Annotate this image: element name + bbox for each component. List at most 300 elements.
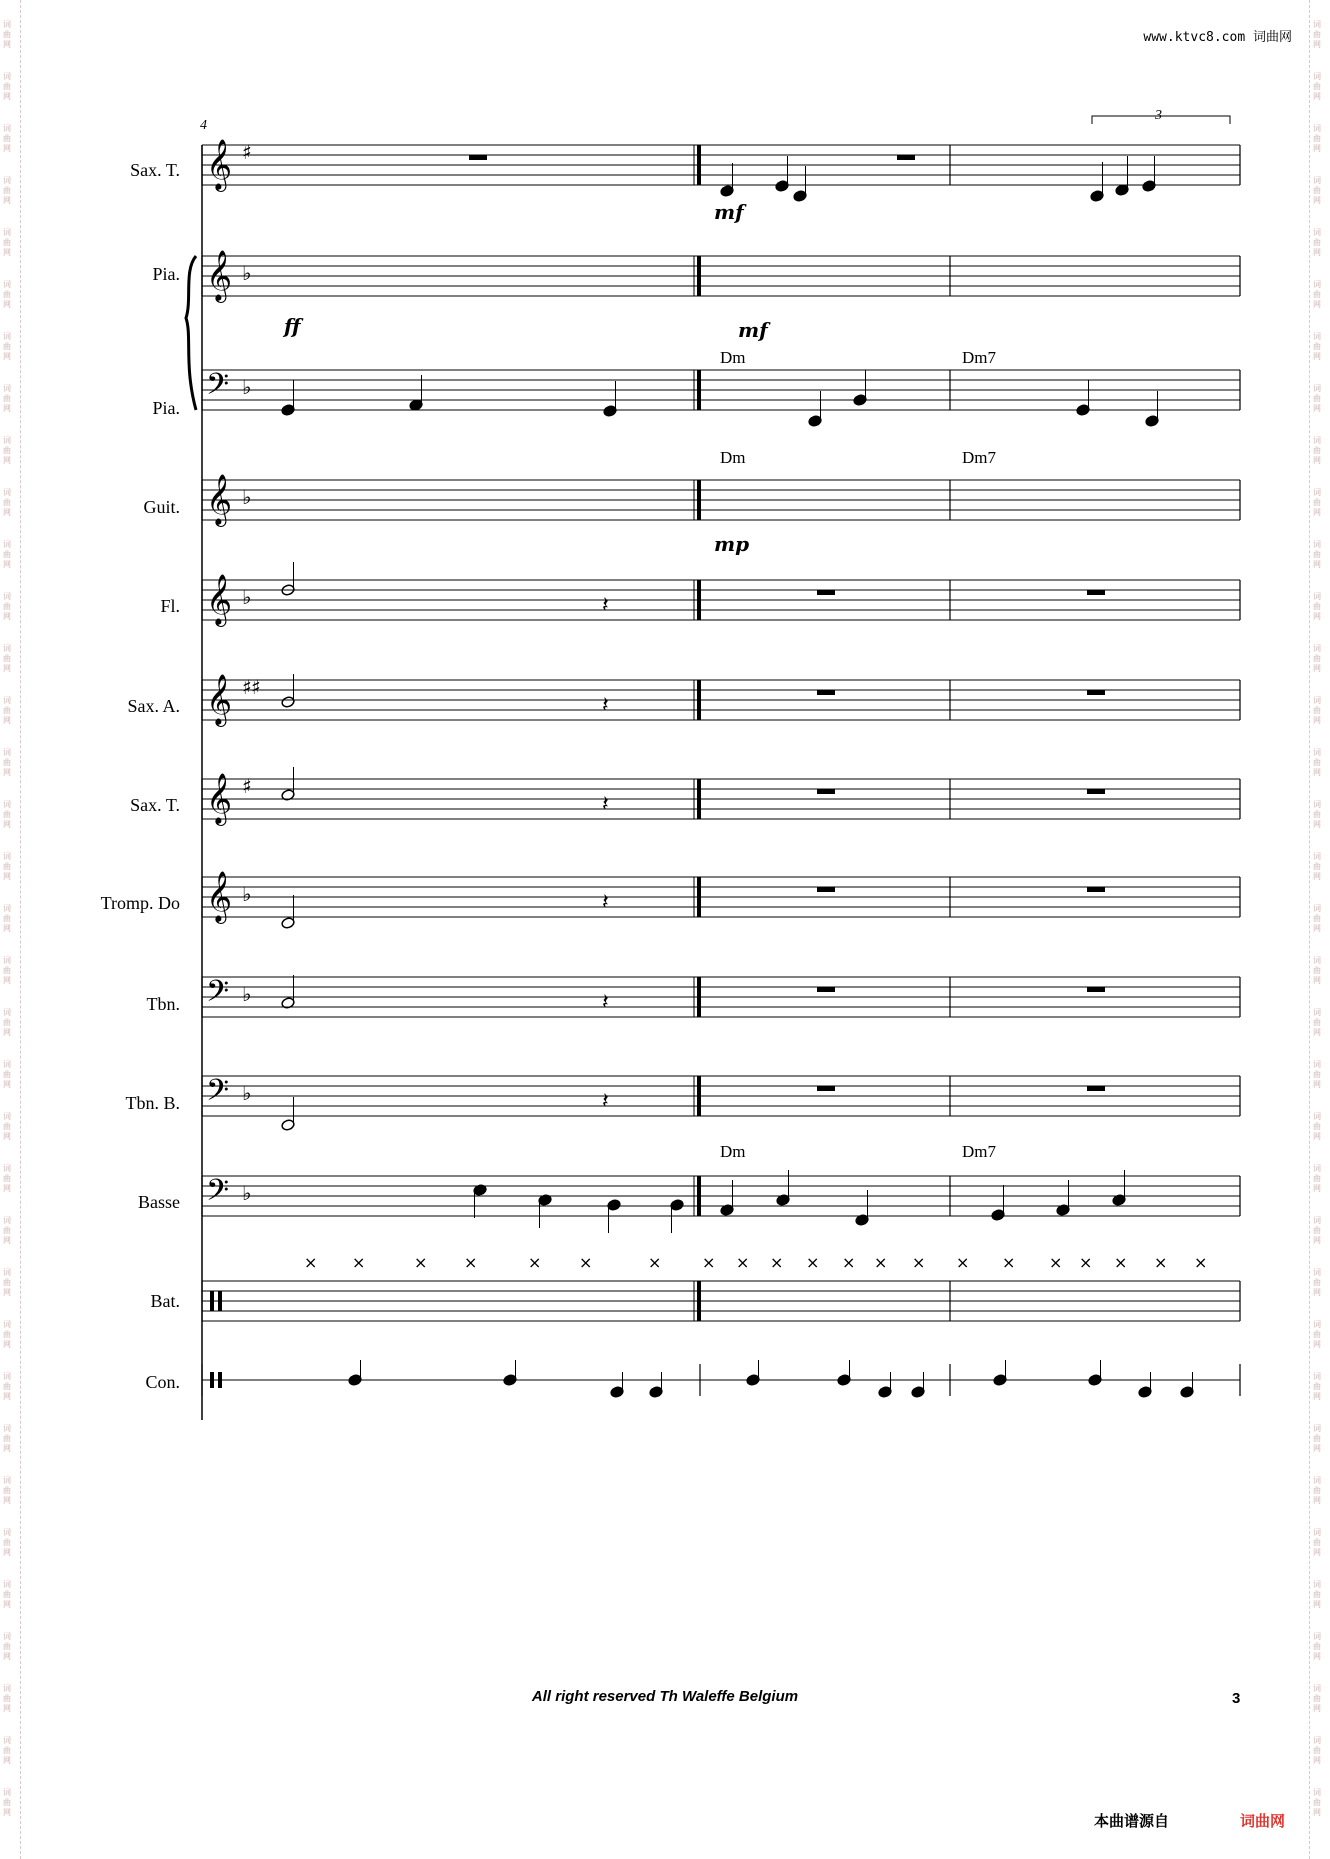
watermark-char: 曲 [3, 654, 11, 663]
watermark-char: 网 [1313, 1028, 1321, 1037]
watermark-char: 曲 [3, 186, 11, 195]
watermark-char: 词 [1313, 1788, 1321, 1797]
watermark-char: 曲 [1313, 1798, 1321, 1807]
watermark-char: 词 [3, 540, 11, 549]
watermark-char: 词 [3, 176, 11, 185]
watermark-char: 网 [1313, 1808, 1321, 1817]
watermark-char: 曲 [3, 1070, 11, 1079]
watermark-char: 网 [3, 1444, 11, 1453]
watermark-char: 曲 [3, 550, 11, 559]
label-sax-tenor-2: Sax. T. [130, 795, 180, 815]
watermark-char: 网 [1313, 196, 1321, 205]
watermark-char: 词 [3, 1164, 11, 1173]
cymbal-x-icon: × [304, 1253, 318, 1272]
watermark-char: 网 [3, 1704, 11, 1713]
watermark-char: 词 [1313, 800, 1321, 809]
watermark-char: 网 [1313, 716, 1321, 725]
watermark-char: 曲 [1313, 1018, 1321, 1027]
watermark-char: 词 [3, 1112, 11, 1121]
watermark-char: 词 [1313, 1268, 1321, 1277]
quarter-rest-icon: 𝄽 [602, 890, 609, 915]
watermark-char: 曲 [3, 238, 11, 247]
watermark-char: 网 [1313, 456, 1321, 465]
cymbal-x-icon: × [702, 1253, 716, 1272]
treble-clef-icon: 𝄞 [206, 574, 233, 625]
watermark-char: 词 [1313, 1320, 1321, 1329]
watermark-char: 曲 [1313, 706, 1321, 715]
quarter-rest-icon: 𝄽 [602, 792, 609, 817]
watermark-char: 词 [3, 1528, 11, 1537]
copyright-footer: All right reserved Th Waleffe Belgium [531, 1688, 799, 1705]
watermark-char: 网 [1313, 404, 1321, 413]
watermark-char: 曲 [3, 498, 11, 507]
watermark-char: 网 [3, 1236, 11, 1245]
watermark-char: 曲 [3, 1122, 11, 1131]
watermark-char: 词 [1313, 20, 1321, 29]
watermark-char: 曲 [1313, 1226, 1321, 1235]
watermark-char: 曲 [1313, 342, 1321, 351]
flat-icon: ♭ [242, 982, 252, 1006]
watermark-char: 网 [1313, 976, 1321, 985]
watermark-char: 网 [1313, 1236, 1321, 1245]
whole-rest [817, 887, 835, 892]
watermark-char: 曲 [1313, 134, 1321, 143]
watermark-char: 曲 [1313, 758, 1321, 767]
watermark-char: 曲 [3, 1486, 11, 1495]
whole-rest [817, 789, 835, 794]
label-bass-trombone: Tbn. B. [125, 1093, 180, 1113]
watermark-char: 网 [3, 820, 11, 829]
watermark-char: 曲 [3, 394, 11, 403]
watermark-char: 网 [1313, 664, 1321, 673]
watermark-char: 词 [1313, 1424, 1321, 1433]
label-guitar: Guit. [143, 497, 180, 517]
watermark-char: 网 [1313, 1132, 1321, 1141]
watermark-char: 曲 [1313, 1590, 1321, 1599]
watermark-char: 网 [3, 1652, 11, 1661]
cymbal-x-icon: × [1079, 1253, 1093, 1272]
watermark-char: 词 [3, 280, 11, 289]
bass-clef-icon: 𝄢 [206, 975, 230, 1016]
label-sax-tenor-1: Sax. T. [130, 160, 180, 180]
watermark-char: 词 [3, 488, 11, 497]
watermark-char: 曲 [1313, 238, 1321, 247]
watermark-char: 曲 [3, 914, 11, 923]
watermark-char: 词 [1313, 1632, 1321, 1641]
quarter-rest-icon: 𝄽 [602, 990, 609, 1015]
watermark-char: 词 [1313, 540, 1321, 549]
watermark-char: 网 [1313, 560, 1321, 569]
watermark-char: 曲 [3, 1590, 11, 1599]
chord-piano-1: Dm [720, 348, 746, 367]
watermark-char: 网 [1313, 1756, 1321, 1765]
watermark-char: 词 [1313, 748, 1321, 757]
watermark-char: 曲 [1313, 1538, 1321, 1547]
watermark-char: 网 [3, 144, 11, 153]
watermark-char: 曲 [3, 1278, 11, 1287]
watermark-char: 曲 [1313, 914, 1321, 923]
cymbal-x-icon: × [1194, 1253, 1208, 1272]
dynamic-sax-mf: mf [714, 200, 744, 224]
watermark-char: 词 [3, 592, 11, 601]
watermark-char: 网 [3, 1808, 11, 1817]
percussion-clef [218, 1291, 222, 1311]
watermark-char: 词 [1313, 1476, 1321, 1485]
whole-rest [897, 155, 915, 160]
watermark-char: 网 [3, 248, 11, 257]
cymbal-x-icon: × [806, 1253, 820, 1272]
watermark-char: 曲 [3, 134, 11, 143]
whole-rest [817, 987, 835, 992]
watermark-char: 词 [3, 956, 11, 965]
sharp-icon: ♯ [251, 675, 261, 699]
watermark-char: 网 [3, 924, 11, 933]
watermark-char: 曲 [3, 758, 11, 767]
watermark-char: 曲 [1313, 82, 1321, 91]
source-label: 本曲谱源自 [1094, 1812, 1170, 1830]
watermark-char: 词 [3, 1060, 11, 1069]
watermark-char: 曲 [1313, 966, 1321, 975]
watermark-char: 曲 [3, 1174, 11, 1183]
watermark-char: 曲 [3, 1694, 11, 1703]
percussion-clef [210, 1372, 214, 1388]
whole-rest [1087, 987, 1105, 992]
watermark-char: 词 [3, 332, 11, 341]
cymbal-x-icon: × [842, 1253, 856, 1272]
watermark-char: 曲 [1313, 30, 1321, 39]
watermark-char: 词 [1313, 124, 1321, 133]
watermark-char: 网 [3, 1080, 11, 1089]
watermark-char: 网 [3, 560, 11, 569]
watermark-char: 网 [1313, 1652, 1321, 1661]
watermark-char: 曲 [1313, 810, 1321, 819]
watermark-char: 词 [3, 644, 11, 653]
whole-rest [817, 690, 835, 695]
watermark-char: 网 [3, 300, 11, 309]
dynamic-piano-ff: ff [284, 314, 301, 338]
watermark-char: 曲 [1313, 1694, 1321, 1703]
watermark-char: 曲 [1313, 1746, 1321, 1755]
watermark-char: 词 [1313, 1580, 1321, 1589]
watermark-char: 词 [1313, 592, 1321, 601]
watermark-char: 网 [3, 508, 11, 517]
flat-icon: ♭ [242, 261, 252, 285]
watermark-char: 曲 [1313, 1330, 1321, 1339]
cymbal-x-icon: × [1049, 1253, 1063, 1272]
watermark-char: 曲 [3, 602, 11, 611]
watermark-char: 曲 [3, 1434, 11, 1443]
watermark-char: 词 [1313, 1060, 1321, 1069]
watermark-char: 网 [3, 1288, 11, 1297]
whole-rest [817, 1086, 835, 1091]
flat-icon: ♭ [242, 485, 252, 509]
watermark-char: 曲 [1313, 1122, 1321, 1131]
watermark-char: 词 [3, 384, 11, 393]
watermark-char: 词 [1313, 1164, 1321, 1173]
watermark-char: 网 [1313, 768, 1321, 777]
watermark-char: 词 [3, 1216, 11, 1225]
watermark-char: 网 [1313, 1600, 1321, 1609]
flat-icon: ♭ [242, 585, 252, 609]
watermark-char: 网 [3, 1184, 11, 1193]
watermark-char: 曲 [1313, 654, 1321, 663]
watermark-char: 网 [3, 1028, 11, 1037]
watermark-char: 词 [1313, 644, 1321, 653]
watermark-char: 网 [1313, 1392, 1321, 1401]
quarter-rest-icon: 𝄽 [602, 693, 609, 718]
cymbal-x-icon: × [414, 1253, 428, 1272]
watermark-char: 网 [1313, 248, 1321, 257]
watermark-char: 词 [1313, 852, 1321, 861]
watermark-char: 曲 [1313, 1382, 1321, 1391]
watermark-char: 网 [1313, 144, 1321, 153]
watermark-char: 词 [3, 1372, 11, 1381]
percussion-clef [210, 1291, 214, 1311]
watermark-char: 曲 [3, 1018, 11, 1027]
quarter-rest-icon: 𝄽 [602, 1089, 609, 1114]
percussion-clef [218, 1372, 222, 1388]
watermark-char: 网 [1313, 92, 1321, 101]
watermark-char: 词 [1313, 332, 1321, 341]
source-site: 词曲网 [1240, 1812, 1286, 1830]
watermark-char: 网 [1313, 1080, 1321, 1089]
flat-icon: ♭ [242, 1081, 252, 1105]
watermark-char: 词 [3, 72, 11, 81]
watermark-char: 词 [3, 1320, 11, 1329]
watermark-char: 曲 [3, 1538, 11, 1547]
treble-clef-icon: 𝄞 [206, 871, 233, 922]
watermark-char: 网 [3, 1756, 11, 1765]
cymbal-x-icon: × [770, 1253, 784, 1272]
sharp-icon: ♯ [242, 774, 252, 798]
site-url: www.ktvc8.com [1143, 30, 1246, 45]
watermark-char: 曲 [3, 706, 11, 715]
watermark-char: 曲 [1313, 602, 1321, 611]
watermark-char: 网 [1313, 1184, 1321, 1193]
flat-icon: ♭ [242, 375, 252, 399]
watermark-char: 网 [1313, 820, 1321, 829]
watermark-char: 网 [1313, 1704, 1321, 1713]
cymbal-x-icon: × [528, 1253, 542, 1272]
watermark-char: 词 [1313, 488, 1321, 497]
watermark-char: 词 [3, 20, 11, 29]
watermark-char: 词 [1313, 176, 1321, 185]
cymbal-x-icon: × [874, 1253, 888, 1272]
sharp-icon: ♯ [242, 675, 252, 699]
watermark-char: 词 [3, 1736, 11, 1745]
watermark-char: 曲 [1313, 1278, 1321, 1287]
watermark-char: 网 [3, 1392, 11, 1401]
watermark-char: 词 [3, 1684, 11, 1693]
watermark-char: 网 [1313, 352, 1321, 361]
watermark-char: 曲 [3, 810, 11, 819]
watermark-char: 曲 [3, 862, 11, 871]
watermark-char: 曲 [3, 30, 11, 39]
bass-clef-icon: 𝄢 [206, 1174, 230, 1215]
site-name: 词曲网 [1252, 30, 1292, 45]
whole-rest [469, 155, 487, 160]
watermark-char: 词 [3, 904, 11, 913]
watermark-char: 网 [3, 612, 11, 621]
watermark-char: 词 [3, 852, 11, 861]
chord-bass-1: Dm [720, 1142, 746, 1161]
watermark-char: 网 [3, 40, 11, 49]
cymbal-x-icon: × [1154, 1253, 1168, 1272]
watermark-char: 曲 [1313, 862, 1321, 871]
cymbal-x-icon: × [464, 1253, 478, 1272]
cymbal-x-icon: × [579, 1253, 593, 1272]
treble-clef-icon: 𝄞 [206, 474, 233, 525]
bass-clef-icon: 𝄢 [206, 1074, 230, 1115]
whole-rest [1087, 789, 1105, 794]
watermark-char: 曲 [1313, 1070, 1321, 1079]
watermark-char: 网 [1313, 40, 1321, 49]
watermark-char: 词 [1313, 904, 1321, 913]
whole-rest [1087, 887, 1105, 892]
label-piano-bass: Pia. [152, 398, 180, 418]
watermark-char: 词 [1313, 1008, 1321, 1017]
watermark-char: 曲 [1313, 550, 1321, 559]
watermark-char: 曲 [3, 1330, 11, 1339]
watermark-char: 词 [3, 124, 11, 133]
measure-number: 4 [200, 118, 207, 133]
label-drums: Bat. [150, 1291, 180, 1311]
tuplet-number: 3 [1152, 108, 1165, 124]
sharp-icon: ♯ [242, 140, 252, 164]
piano-brace-icon [186, 256, 196, 410]
watermark-char: 网 [3, 404, 11, 413]
dynamic-guitar-mp: mp [714, 532, 750, 556]
label-trumpet: Tromp. Do [100, 893, 180, 913]
watermark-char: 网 [3, 92, 11, 101]
label-bass: Basse [138, 1192, 180, 1212]
watermark-char: 曲 [1313, 1174, 1321, 1183]
chord-bass-2: Dm7 [962, 1142, 996, 1161]
watermark-char: 曲 [3, 1746, 11, 1755]
label-congas: Con. [145, 1372, 180, 1392]
watermark-char: 网 [3, 1496, 11, 1505]
whole-rest [1087, 590, 1105, 595]
tuplet-bracket [1092, 116, 1230, 124]
treble-clef-icon: 𝄞 [206, 139, 233, 190]
watermark-char: 网 [3, 1548, 11, 1557]
watermark-char: 网 [3, 716, 11, 725]
watermark-char: 曲 [3, 966, 11, 975]
watermark-char: 曲 [3, 82, 11, 91]
watermark-char: 曲 [3, 342, 11, 351]
watermark-char: 词 [3, 1424, 11, 1433]
watermark-char: 曲 [1313, 1642, 1321, 1651]
watermark-char: 网 [1313, 872, 1321, 881]
cymbal-x-icon: × [912, 1253, 926, 1272]
cymbal-x-icon: × [1114, 1253, 1128, 1272]
watermark-char: 词 [3, 800, 11, 809]
whole-rest [817, 590, 835, 595]
watermark-char: 曲 [3, 1226, 11, 1235]
watermark-char: 词 [1313, 1372, 1321, 1381]
watermark-char: 曲 [3, 1642, 11, 1651]
watermark-char: 词 [3, 1788, 11, 1797]
watermark-char: 网 [1313, 508, 1321, 517]
label-piano-treble: Pia. [152, 264, 180, 284]
watermark-char: 曲 [3, 1798, 11, 1807]
watermark-char: 网 [1313, 300, 1321, 309]
flat-icon: ♭ [242, 882, 252, 906]
watermark-char: 曲 [3, 290, 11, 299]
watermark-char: 网 [1313, 1288, 1321, 1297]
watermark-char: 曲 [1313, 186, 1321, 195]
watermark-char: 词 [3, 1632, 11, 1641]
watermark-char: 曲 [1313, 1486, 1321, 1495]
watermark-char: 词 [1313, 384, 1321, 393]
watermark-char: 曲 [1313, 498, 1321, 507]
watermark-char: 网 [3, 456, 11, 465]
watermark-char: 词 [1313, 280, 1321, 289]
watermark-char: 词 [1313, 696, 1321, 705]
treble-clef-icon: 𝄞 [206, 250, 233, 301]
watermark-char: 词 [1313, 228, 1321, 237]
treble-clef-icon: 𝄞 [206, 674, 233, 725]
watermark-char: 曲 [3, 1382, 11, 1391]
label-sax-alto: Sax. A. [127, 696, 180, 716]
watermark-char: 网 [1313, 1444, 1321, 1453]
watermark-char: 曲 [3, 446, 11, 455]
watermark-char: 词 [3, 1476, 11, 1485]
label-trombone: Tbn. [146, 994, 180, 1014]
watermark-char: 网 [1313, 1340, 1321, 1349]
watermark-char: 网 [3, 976, 11, 985]
watermark-char: 曲 [1313, 446, 1321, 455]
watermark-char: 网 [3, 352, 11, 361]
watermark-char: 词 [1313, 436, 1321, 445]
watermark-char: 词 [3, 436, 11, 445]
watermark-char: 网 [3, 768, 11, 777]
watermark-char: 网 [3, 1600, 11, 1609]
bass-clef-icon: 𝄢 [206, 368, 230, 409]
cymbal-x-icon: × [1002, 1253, 1016, 1272]
watermark-char: 词 [1313, 956, 1321, 965]
watermark-char: 网 [3, 1340, 11, 1349]
watermark-char: 词 [1313, 1216, 1321, 1225]
treble-clef-icon: 𝄞 [206, 773, 233, 824]
quarter-rest-icon: 𝄽 [602, 593, 609, 618]
watermark-char: 曲 [1313, 290, 1321, 299]
chord-guitar-1: Dm [720, 448, 746, 467]
watermark-char: 网 [3, 872, 11, 881]
watermark-char: 词 [1313, 1112, 1321, 1121]
watermark-char: 曲 [1313, 394, 1321, 403]
watermark-char: 网 [1313, 612, 1321, 621]
whole-rest [1087, 1086, 1105, 1091]
watermark-char: 词 [3, 696, 11, 705]
chord-guitar-2: Dm7 [962, 448, 996, 467]
watermark-char: 词 [3, 1580, 11, 1589]
cymbal-x-icon: × [648, 1253, 662, 1272]
watermark-char: 网 [3, 196, 11, 205]
watermark-char: 网 [3, 664, 11, 673]
flat-icon: ♭ [242, 1181, 252, 1205]
watermark-char: 网 [1313, 924, 1321, 933]
watermark-char: 词 [3, 748, 11, 757]
watermark-char: 网 [1313, 1548, 1321, 1557]
watermark-char: 词 [3, 1268, 11, 1277]
dynamic-piano-mf: mf [738, 318, 768, 342]
watermark-char: 词 [1313, 1528, 1321, 1537]
watermark-char: 词 [1313, 1684, 1321, 1693]
watermark-char: 网 [1313, 1496, 1321, 1505]
watermark-char: 词 [1313, 72, 1321, 81]
cymbal-x-icon: × [352, 1253, 366, 1272]
